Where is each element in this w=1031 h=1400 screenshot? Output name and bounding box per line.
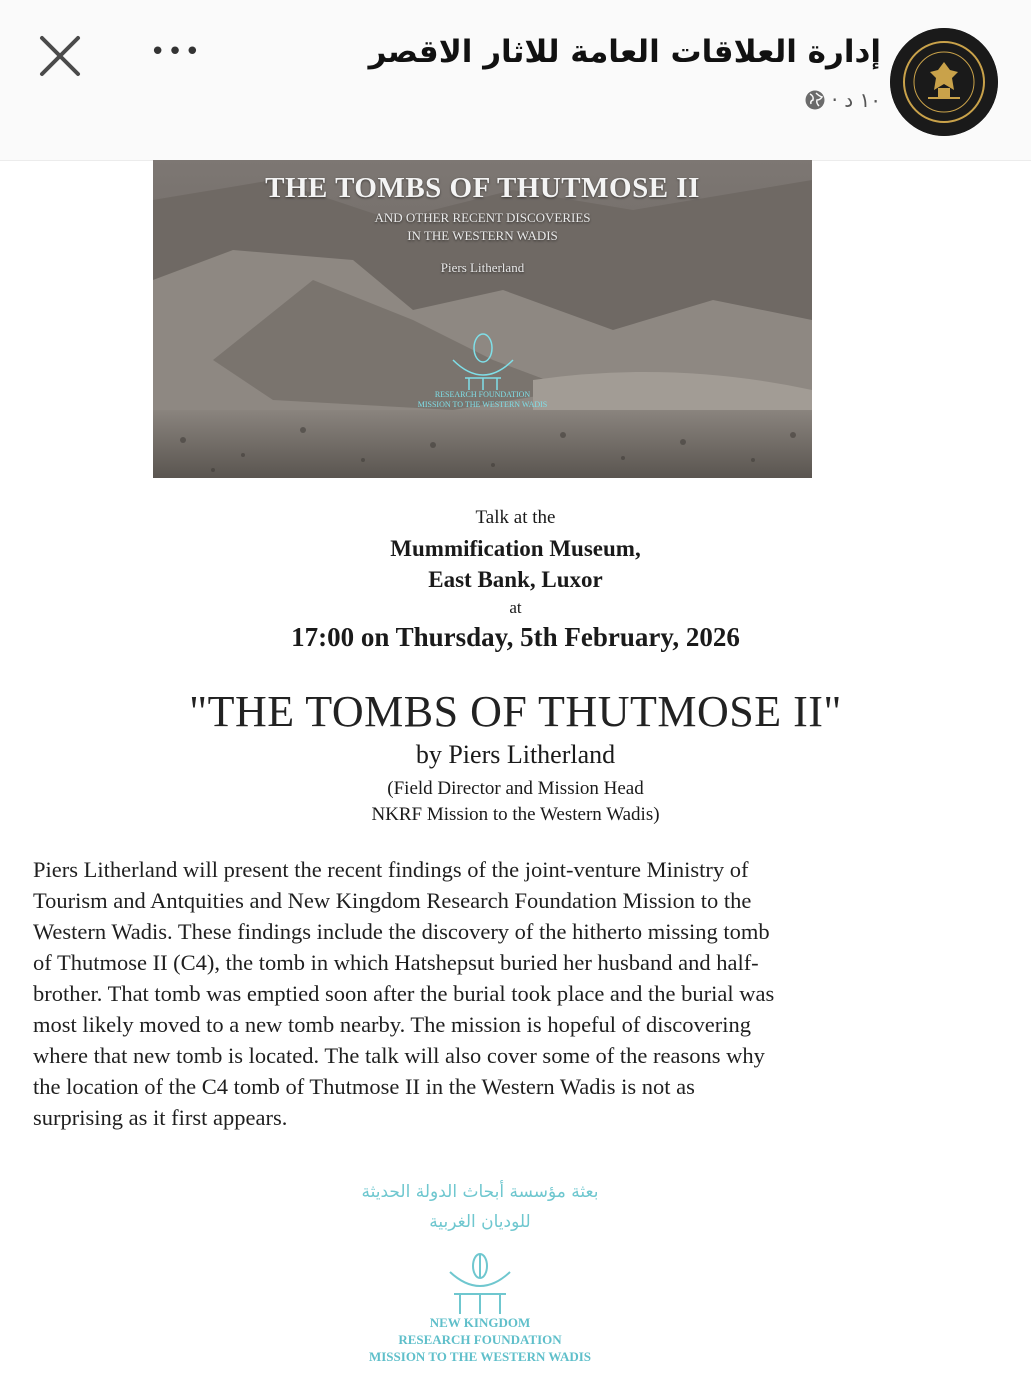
speaker-role (0, 776, 1031, 828)
at-label: at (509, 598, 522, 617)
talk-title: "THE TOMBS OF THUTMOSE II" (189, 687, 842, 736)
description-line: brother. That tomb was emptied soon after the burial took place and the burial was (33, 981, 775, 1006)
more-options-button[interactable] (150, 37, 203, 67)
poster-author: Piers Litherland (440, 260, 525, 275)
nkrf-logo (440, 1250, 520, 1320)
poster-logo-text-1: RESEARCH FOUNDATION (434, 390, 531, 399)
footer-english-line-1: NEW KINGDOM (429, 1315, 531, 1330)
venue (0, 533, 1031, 595)
footer-english-line-3: MISSION TO THE WESTERN WADIS (368, 1349, 592, 1364)
footer-english-line-2: RESEARCH FOUNDATION (398, 1332, 562, 1347)
description-line: where that new tomb is located. The talk will also cover some of the reasons why (33, 1043, 765, 1068)
poster-subtitle-1: AND OTHER RECENT DISCOVERIES (374, 210, 591, 225)
description-line: surprising as it first appears. (33, 1105, 288, 1130)
venue-line-1: Mummification Museum, (390, 536, 641, 561)
valley-landscape (153, 160, 812, 478)
post-meta (804, 88, 881, 112)
description-line: the location of the C4 tomb of Thutmose II in the Western Wadis is not as (33, 1074, 695, 1099)
page-avatar[interactable] (890, 28, 998, 136)
globe-icon (804, 89, 826, 111)
talk-speaker: by Piers Litherland (415, 740, 616, 769)
post-header (0, 0, 1031, 161)
description-line: of Thutmose II (C4), the tomb in which Hatshepsut buried her husband and half- (33, 950, 759, 975)
description-line: most likely moved to a new tomb nearby. The mission is hopeful of discovering (33, 1012, 752, 1037)
speaker-role-line-2: NKRF Mission to the Western Wadis) (371, 804, 660, 825)
page-name[interactable]: إدارة العلاقات العامة للاثار الاقصر (368, 34, 881, 70)
venue-line-2: East Bank, Luxor (428, 567, 603, 592)
event-datetime: 17:00 on Thursday, 5th February, 2026 (291, 622, 740, 652)
description-line: Western Wadis. These findings include the discovery of the hitherto missing tomb (33, 919, 770, 944)
footer-arabic-line-2: للوديان الغربية (429, 1212, 531, 1232)
description-line: Piers Litherland will present the recent findings of the joint-venture Ministry of (33, 857, 749, 882)
ministry-logo (890, 28, 998, 136)
description-line: Tourism and Antquities and New Kingdom Research Foundation Mission to the (33, 888, 752, 913)
poster-logo-text-2: MISSION TO THE WESTERN WADIS (417, 400, 548, 409)
close-button[interactable] (34, 30, 86, 82)
post-time: ١٠ د · (831, 88, 881, 112)
poster-title: THE TOMBS OF THUTMOSE II (265, 172, 700, 204)
poster-subtitle-2: IN THE WESTERN WADIS (407, 228, 558, 243)
footer-arabic-line-1: بعثة مؤسسة أبحاث الدولة الحديثة (361, 1182, 599, 1202)
talk-at-label: Talk at the (475, 507, 556, 528)
talk-description (33, 854, 933, 1133)
more-icon: ••• (150, 37, 203, 67)
speaker-role-line-1: (Field Director and Mission Head (387, 778, 644, 799)
poster-image (153, 160, 812, 478)
close-icon (34, 30, 86, 82)
